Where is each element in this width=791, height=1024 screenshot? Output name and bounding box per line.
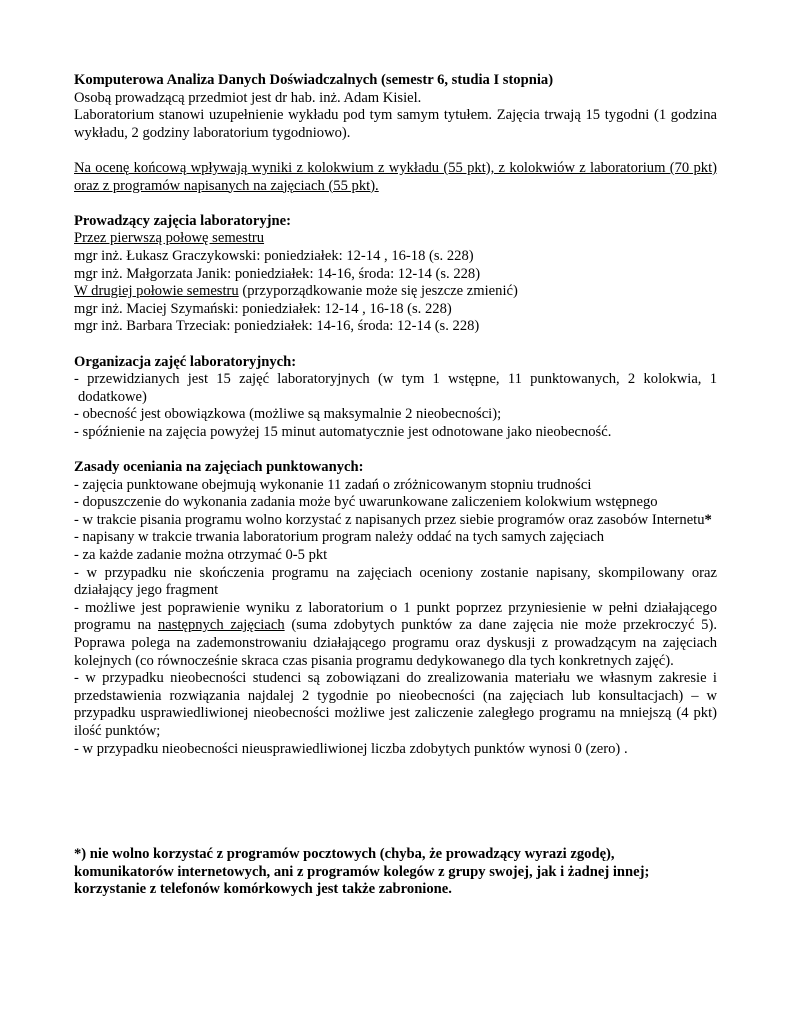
spacer <box>74 336 717 354</box>
rule-text: - możliwe jest poprawienie wyniku z laboratorium o 1 punkt poprzez przyniesienie w pełni działającego programu na <box>74 599 717 634</box>
rule-item: - zajęcia punktowane obejmują wykonanie 11 zadań o zróżnicowanym stopniu trudności <box>74 476 592 493</box>
rule-item <box>74 600 717 670</box>
spacer <box>74 195 717 213</box>
spacer <box>74 758 717 846</box>
organization-heading: Organizacja zajęć laboratoryjnych: <box>74 353 297 370</box>
rule-item: - w przypadku nieobecności nieusprawiedliwionej liczba zdobytych punktów wynosi 0 (zero) . <box>74 740 628 757</box>
next-classes-underlined: następnych zajęciach <box>157 617 285 634</box>
lab-intro-paragraph: Laboratorium stanowi uzupełnienie wykładu pod tym samym tytułem. Zajęcia trwają 15 tygodni (1 godzina wykładu, 2 godziny laboratorium tygodniowo). <box>74 107 717 141</box>
rule-text: - w trakcie pisania programu wolno korzystać z napisanych przez siebie programów oraz zasobów Internetu <box>74 511 705 528</box>
second-half-note: (przyporządkowanie może się jeszcze zmienić) <box>238 283 518 300</box>
teacher-line: mgr inż. Łukasz Graczykowski: poniedziałek: 12-14 , 16-18 (s. 228) <box>74 247 474 264</box>
footnote-marker: * <box>704 511 712 528</box>
rule-item: - napisany w trakcie trwania laboratorium program należy oddać na tych samych zajęciach <box>74 529 605 546</box>
rule-item <box>74 512 717 530</box>
spacer <box>74 441 717 459</box>
rule-item: - za każde zadanie można otrzymać 0-5 pkt <box>74 547 328 564</box>
teacher-line: mgr inż. Barbara Trzeciak: poniedziałek: 14-16, środa: 12-14 (s. 228) <box>74 318 480 335</box>
organization-item: - spóźnienie na zajęcia powyżej 15 minut automatycznie jest odnotowane jako nieobecność. <box>74 423 612 440</box>
spacer <box>74 142 717 160</box>
teacher-line: mgr inż. Małgorzata Janik: poniedziałek: 14-16, środa: 12-14 (s. 228) <box>74 265 481 282</box>
document-title: Komputerowa Analiza Danych Doświadczalnych (semestr 6, studia I stopnia) <box>74 72 554 88</box>
lab-teachers-heading: Prowadzący zajęcia laboratoryjne: <box>74 212 291 229</box>
organization-item: - przewidzianych jest 15 zajęć laboratoryjnych (w tym 1 wstępne, 11 punktowanych, 2 kolokwia, 1 <box>74 371 717 388</box>
rule-item: - dopuszczenie do wykonania zadania może być uwarunkowane zaliczeniem kolokwium wstępnego <box>74 494 658 511</box>
footnote: *) nie wolno korzystać z programów pocztowych (chyba, że prowadzący wyrazi zgodę), komunikatorów internetowych, ani z programów kolegów z grupy swojej, jak i żadnej innej; korzystanie z telefonów komórkowych jest także zabronione. <box>74 846 650 898</box>
rules-heading: Zasady oceniania na zajęciach punktowanych: <box>74 459 364 476</box>
organization-item: - obecność jest obowiązkowa (możliwe są maksymalnie 2 nieobecności); <box>74 406 502 423</box>
lecturer-line: Osobą prowadzącą przedmiot jest dr hab. inż. Adam Kisiel. <box>74 89 422 106</box>
grading-summary: Na ocenę końcową wpływają wyniki z kolokwium z wykładu (55 pkt), z kolokwiów z laboratorium (70 pkt) oraz z programów napisanych na zajęciach (55 pkt). <box>74 159 717 194</box>
second-half-line <box>74 283 717 301</box>
first-half-label: Przez pierwszą połowę semestru <box>74 230 265 247</box>
organization-item-continued: dodatkowe) <box>78 388 147 405</box>
rule-item: - w przypadku nie skończenia programu na zajęciach oceniony zostanie napisany, skompilowany oraz działający jego fragment <box>74 564 717 599</box>
document-page <box>74 72 717 899</box>
second-half-label: W drugiej połowie semestru <box>74 283 239 300</box>
teacher-line: mgr inż. Maciej Szymański: poniedziałek: 12-14 , 16-18 (s. 228) <box>74 300 452 317</box>
rule-item: - w przypadku nieobecności studenci są zobowiązani do zrealizowania materiału we własnym zakresie i przedstawienia rozwiązania najdalej 2 tygodnie po nieobecności (na zajęciach lub konsultacjach) – w przypadku usprawiedliwionej nieobecności możliwe jest zaliczenie zaległego programu na mniejszą (4 pkt) ilość punktów; <box>74 670 717 739</box>
rule-text: (suma zdobytych punktów za dane zajęcia nie może przekroczyć 5). Poprawa polega na zademonstrowaniu działającego programu oraz dyskusji z prowadzącym na zajęciach kolejnych (co równocześnie skraca czas pisania programu dedykowanego dla tych konkretnych zajęć). <box>74 617 717 669</box>
